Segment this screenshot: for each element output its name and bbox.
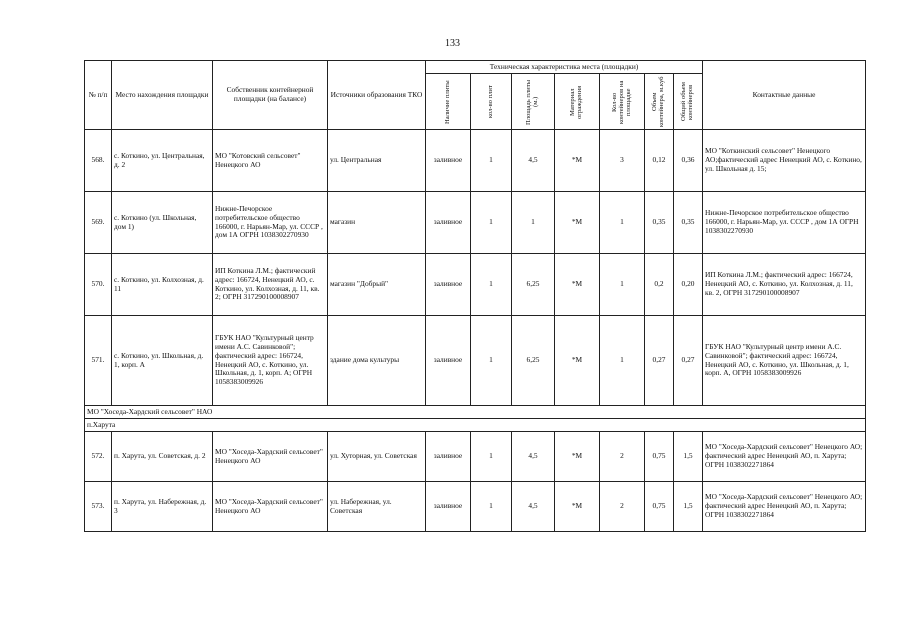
cell-place: с. Коткино, ул. Колхозная, д. 11 (112, 254, 213, 316)
header-fence: Материал ограждения (555, 74, 600, 130)
cell-place: п. Харута, ул. Советская, д. 2 (112, 432, 213, 482)
cell-place: п. Харута, ул. Набережная, д. 3 (112, 482, 213, 532)
header-place: Место нахождения площадки (112, 61, 213, 130)
cell-contacts: МО "Хоседа-Хардский сельсовет" Ненецкого АО; фактический адрес Ненецкий АО, п. Харута; ОГРН 1038302271864 (703, 482, 866, 532)
header-area: Площадь плиты (м.) (512, 74, 555, 130)
cell-contacts: ИП Коткина Л.М.; фактический адрес: 166724, Ненецкий АО, с. Коткино, ул. Колхозная, д. 11, кв. 2, ОГРН 317290100008907 (703, 254, 866, 316)
cell-fence: *М (555, 192, 600, 254)
cell-total: 0,36 (674, 130, 703, 192)
cell-owner: МО "Хоседа-Хардский сельсовет" Ненецкого АО (213, 432, 328, 482)
cell-containers: 2 (600, 482, 645, 532)
cell-num: 573. (85, 482, 112, 532)
cell-num: 568. (85, 130, 112, 192)
header-containers: Кол-во контейнеров на площадке (600, 74, 645, 130)
cell-num: 569. (85, 192, 112, 254)
header-contacts: Контактные данные (703, 61, 866, 130)
section-row (85, 406, 866, 419)
section-title: МО "Хоседа-Хардский сельсовет" НАО (85, 406, 866, 419)
cell-containers: 2 (600, 432, 645, 482)
cell-place: с. Коткино, ул. Центральная, д. 2 (112, 130, 213, 192)
cell-slab-count: 1 (471, 192, 512, 254)
cell-slab: заливное (426, 192, 471, 254)
cell-num: 571. (85, 316, 112, 406)
header-volume: Объем контейнера, м.куб (645, 74, 674, 130)
cell-slab-count: 1 (471, 130, 512, 192)
register-table (84, 60, 866, 532)
cell-slab: заливное (426, 432, 471, 482)
cell-area: 4,5 (512, 432, 555, 482)
cell-place: с. Коткино (ул. Школьная, дом 1) (112, 192, 213, 254)
cell-containers: 1 (600, 316, 645, 406)
cell-contacts: Нижне-Печорское потребительское общество 166000, г. Нарьян-Мар, ул. СССР , дом 1А ОГРН 1038302270930 (703, 192, 866, 254)
table-row (85, 432, 866, 482)
header-sources: Источники образования ТКО (328, 61, 426, 130)
cell-place: с. Коткино, ул. Школьная, д. 1, корп. А (112, 316, 213, 406)
cell-volume: 0,75 (645, 482, 674, 532)
header-owner: Собственник контейнерной площадки (на балансе) (213, 61, 328, 130)
cell-total: 0,27 (674, 316, 703, 406)
cell-fence: *М (555, 316, 600, 406)
cell-area: 6,25 (512, 254, 555, 316)
cell-volume: 0,12 (645, 130, 674, 192)
header-total: Общий объем контейнеров (674, 74, 703, 130)
table-row (85, 316, 866, 406)
cell-contacts: ГБУК НАО "Культурный центр имени А.С. Савинковой"; фактический адрес: 166724, Ненецкий АО, с. Коткино, ул. Школьная, д. 1, корп. А, ОГРН 1058383009926 (703, 316, 866, 406)
cell-owner: ГБУК НАО "Культурный центр имени А.С. Савинковой"; фактический адрес: 166724, Ненецкий АО, с. Коткино, ул. Школьная, д. 1, корп. А; ОГРН 1058383009926 (213, 316, 328, 406)
cell-source: ул. Центральная (328, 130, 426, 192)
cell-owner: Нижне-Печорское потребительское общество 166000, г. Нарьян-Мар, ул. СССР , дом 1А ОГРН 1038302270930 (213, 192, 328, 254)
cell-area: 6,25 (512, 316, 555, 406)
cell-slab: заливное (426, 130, 471, 192)
header-tech: Техническая характеристика места (площадки) (426, 61, 703, 74)
cell-area: 4,5 (512, 482, 555, 532)
cell-total: 0,20 (674, 254, 703, 316)
cell-source: ул. Набережная, ул. Советская (328, 482, 426, 532)
table-row (85, 482, 866, 532)
locality-title: п.Харута (85, 419, 866, 432)
cell-area: 4,5 (512, 130, 555, 192)
cell-slab-count: 1 (471, 482, 512, 532)
cell-num: 570. (85, 254, 112, 316)
cell-fence: *М (555, 482, 600, 532)
cell-owner: МО "Котовский сельсовет" Ненецкого АО (213, 130, 328, 192)
cell-total: 1,5 (674, 482, 703, 532)
page-number: 133 (445, 38, 460, 49)
header-slab-count: кол-во плит (471, 74, 512, 130)
cell-volume: 0,35 (645, 192, 674, 254)
cell-fence: *М (555, 432, 600, 482)
header-num: № п/п (85, 61, 112, 130)
cell-slab-count: 1 (471, 254, 512, 316)
cell-slab: заливное (426, 254, 471, 316)
cell-total: 0,35 (674, 192, 703, 254)
cell-total: 1,5 (674, 432, 703, 482)
table-row (85, 254, 866, 316)
cell-source: магазин (328, 192, 426, 254)
cell-source: здание дома культуры (328, 316, 426, 406)
cell-source: ул. Хуторная, ул. Советская (328, 432, 426, 482)
cell-volume: 0,27 (645, 316, 674, 406)
cell-fence: *М (555, 130, 600, 192)
cell-contacts: МО "Хоседа-Хардский сельсовет" Ненецкого АО; фактический адрес Ненецкий АО, п. Харута; ОГРН 1038302271864 (703, 432, 866, 482)
cell-owner: ИП Коткина Л.М.; фактический адрес: 166724, Ненецкий АО, с. Коткино, ул. Колхозная, д. 11, кв. 2; ОГРН 317290100008907 (213, 254, 328, 316)
locality-row (85, 419, 866, 432)
cell-volume: 0,2 (645, 254, 674, 316)
cell-slab-count: 1 (471, 432, 512, 482)
cell-fence: *М (555, 254, 600, 316)
table-row (85, 130, 866, 192)
cell-owner: МО "Хоседа-Хардский сельсовет" Ненецкого АО (213, 482, 328, 532)
cell-slab: заливное (426, 316, 471, 406)
header-slab: Наличие плиты (426, 74, 471, 130)
cell-area: 1 (512, 192, 555, 254)
cell-containers: 1 (600, 192, 645, 254)
cell-containers: 1 (600, 254, 645, 316)
cell-slab-count: 1 (471, 316, 512, 406)
cell-slab: заливное (426, 482, 471, 532)
cell-source: магазин "Добрый" (328, 254, 426, 316)
cell-num: 572. (85, 432, 112, 482)
table-row (85, 192, 866, 254)
cell-contacts: МО "Коткинский сельсовет" Ненецкого АО;фактический адрес Ненецкий АО, с. Коткино, ул. Школьная д. 15; (703, 130, 866, 192)
cell-containers: 3 (600, 130, 645, 192)
cell-volume: 0,75 (645, 432, 674, 482)
